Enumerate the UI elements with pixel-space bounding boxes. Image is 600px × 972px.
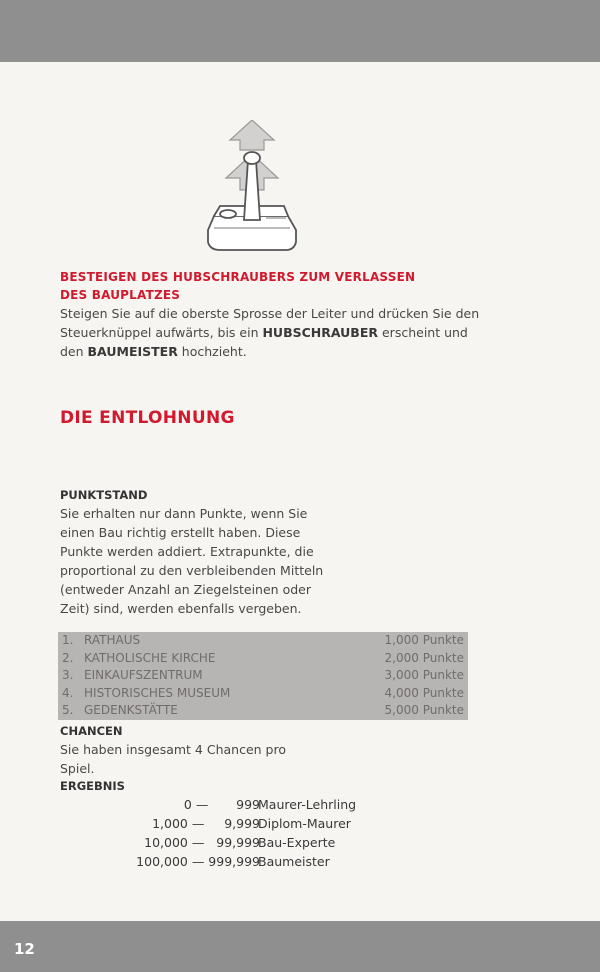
building-name: EINKAUFSZENTRUM	[84, 668, 203, 682]
score-range: 1,000 — 9,999	[152, 816, 260, 831]
helicopter-section-heading: BESTEIGEN DES HUBSCHRAUBERS ZUM VERLASSEN DES BAUPLATZES	[60, 270, 416, 302]
chancen-text: Sie haben insgesamt 4 Chancen pro Spiel.	[60, 742, 286, 776]
ergebnis-label: ERGEBNIS	[60, 779, 125, 793]
rank-title: Maurer-Lehrling	[258, 797, 357, 812]
building-points: 5,000 Punkte	[384, 703, 464, 717]
building-points: 1,000 Punkte	[384, 633, 464, 647]
row-number: 2.	[62, 650, 74, 665]
building-points: 2,000 Punkte	[384, 650, 464, 665]
rank-title: Diplom-Maurer	[258, 816, 351, 831]
table-row	[58, 632, 468, 649]
score-range: 0 — 999	[183, 797, 260, 812]
table-row	[58, 667, 468, 684]
score-table	[58, 632, 468, 720]
building-name: GEDENKSTÄTTE	[84, 703, 178, 717]
helicopter-section-text	[60, 304, 480, 361]
text-part: Steigen Sie auf die oberste Sprosse der Leiter und drücken Sie den Steuerknüppel aufwärts, bis ein	[60, 306, 480, 340]
building-points: 3,000 Punkte	[384, 668, 464, 682]
row-number: 1.	[62, 633, 74, 647]
result-row	[60, 833, 480, 852]
rank-title: Bau-Experte	[258, 835, 336, 850]
chapter-title: DIE ENTLOHNUNG	[60, 408, 235, 428]
building-name: KATHOLISCHE KIRCHE	[84, 650, 216, 665]
table-row	[58, 685, 468, 702]
joystick-up-arrow-icon	[200, 120, 304, 260]
building-points: 4,000 Punkte	[384, 685, 464, 700]
result-row	[60, 814, 480, 833]
top-header-bar	[0, 0, 600, 62]
result-row	[60, 852, 480, 871]
page-number: 12	[14, 940, 35, 958]
table-row	[58, 702, 468, 719]
rank-title: Baumeister	[258, 854, 330, 869]
row-number: 3.	[62, 668, 74, 682]
chancen-label: CHANCEN	[60, 724, 123, 738]
helicopter-keyword: HUBSCHRAUBER	[262, 325, 379, 340]
score-range: 10,000 — 99,999	[144, 835, 260, 850]
text-part: erscheint und den	[60, 325, 468, 359]
score-range: 100,000 — 999,999	[136, 854, 260, 869]
text-part: hochzieht.	[177, 344, 247, 359]
table-row	[58, 650, 468, 667]
punktstand-label: PUNKTSTAND	[60, 488, 148, 502]
baumeister-keyword: BAUMEISTER	[87, 344, 178, 359]
building-name: RATHAUS	[84, 633, 141, 647]
building-name: HISTORISCHES MUSEUM	[84, 685, 231, 700]
bottom-footer-bar	[0, 921, 600, 972]
row-number: 4.	[62, 685, 74, 700]
result-row	[60, 795, 480, 814]
row-number: 5.	[62, 703, 74, 717]
punktstand-text: Sie erhalten nur dann Punkte, wenn Sie einen Bau richtig erstellt haben. Diese Punkte werden addiert. Extrapunkte, die proportional zu den verbleibenden Mitteln (entweder Anzahl an Ziegelsteinen oder Zeit) sind, werden ebenfalls vergeben.	[60, 506, 324, 616]
